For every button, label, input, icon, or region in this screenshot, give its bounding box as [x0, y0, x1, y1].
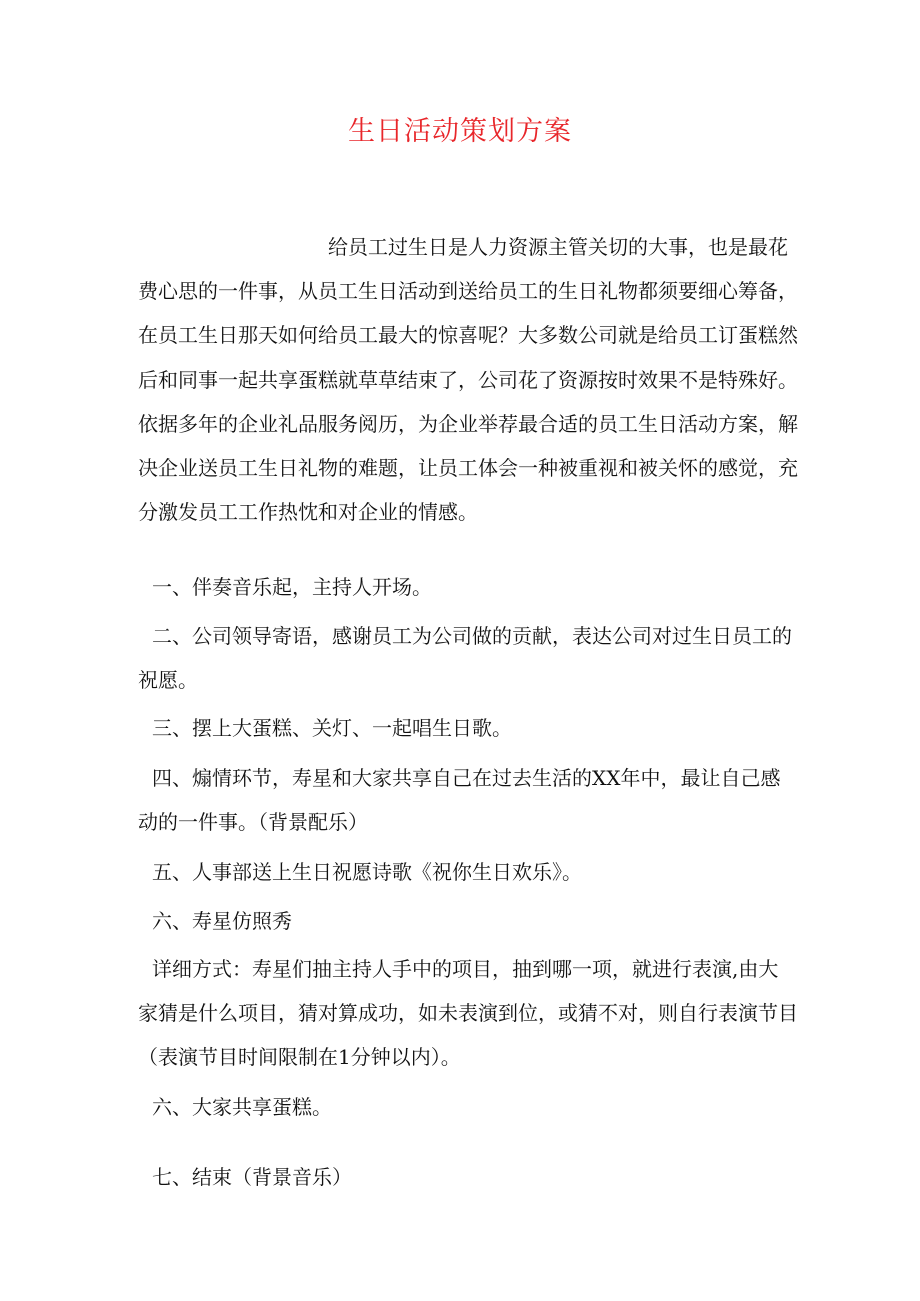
step-6b: 六、大家共享蛋糕。 [152, 1095, 332, 1119]
intro-paragraph: 给员工过生日是人力资源主管关切的大事，也是最花费心思的一件事，从员工生日活动到送给员工的生日礼物都须要细心筹备，在员工生日那天如何给员工最大的惊喜呢？大多数公司就是给员工订蛋糕然后和同事一起共享蛋糕就草草结束了，公司花了资源按时效果不是特殊好。依据多年的企业礼品服务阅历，为企业举荐最合适的员工生日活动方案，解决企业送员工生日礼物的难题，让员工体会一种被重视和被关怀的感觉，充分激发员工工作热忱和对企业的情感。 [138, 235, 798, 525]
step-3: 三、摆上大蛋糕、关灯、一起唱生日歌。 [152, 716, 512, 740]
document-title: 生日活动策划方案 [348, 116, 572, 147]
step-2: 二、公司领导寄语，感谢员工为公司做的贡献，表达公司对过生日员工的祝愿。 [138, 624, 792, 693]
step-5: 五、人事部送上生日祝愿诗歌《祝你生日欢乐》。 [152, 860, 582, 884]
step-7: 七、结束（背景音乐） [152, 1165, 352, 1189]
step-4: 四、煽情环节，寿星和大家共享自己在过去生活的XX年中，最让自己感动的一件事。（背景配乐） [138, 766, 781, 835]
step-6-detail: 详细方式：寿星们抽主持人手中的项目，抽到哪一项，就进行表演,由大家猜是什么项目，猜对算成功，如未表演到位，或猜不对，则自行表演节目（表演节目时间限制在1分钟以内）。 [138, 957, 798, 1070]
step-6: 六、寿星仿照秀 [152, 909, 292, 933]
step-1: 一、伴奏音乐起，主持人开场。 [152, 575, 432, 599]
